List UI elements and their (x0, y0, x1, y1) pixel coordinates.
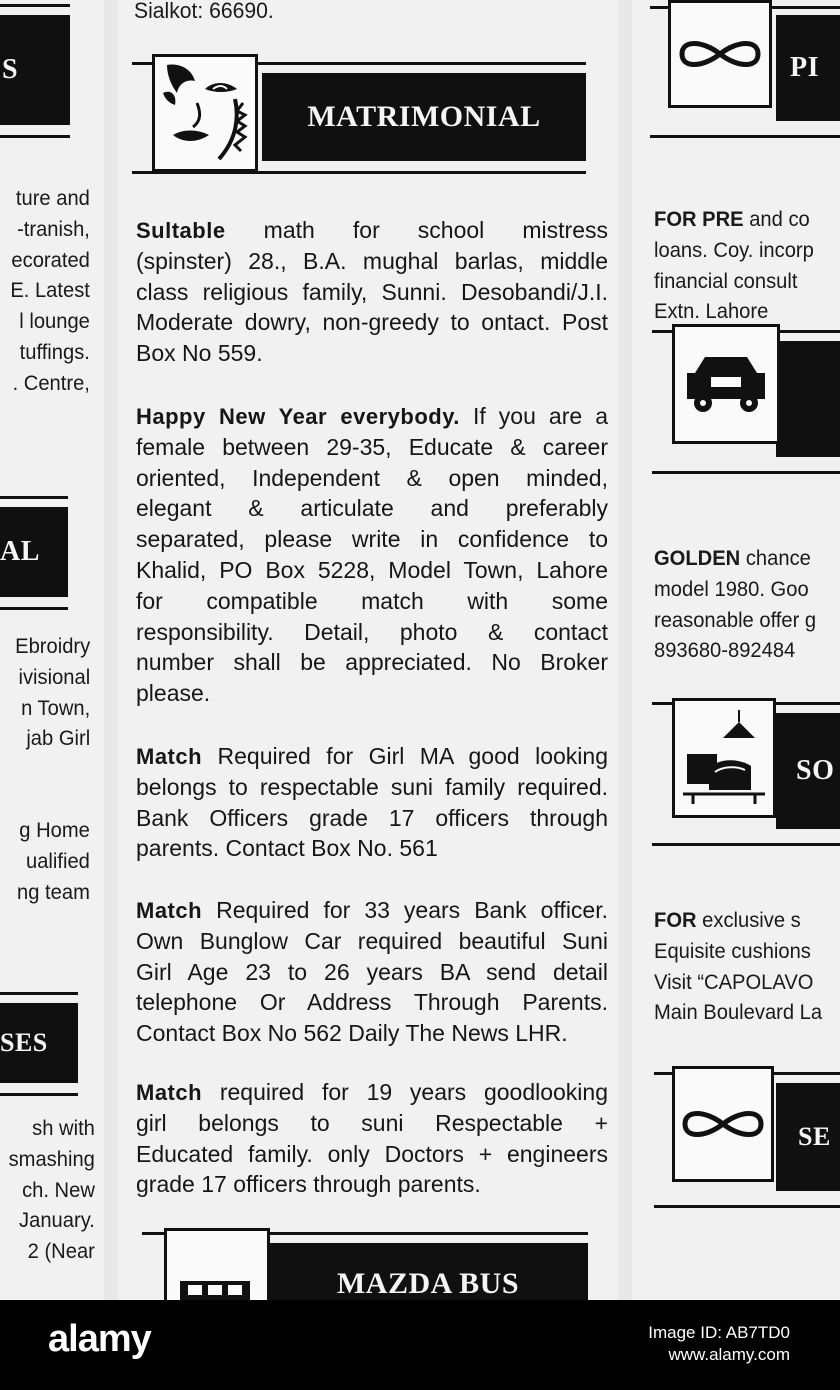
infinity-icon (668, 0, 772, 108)
image-id: Image ID: AB7TD0 (648, 1323, 790, 1342)
right-header-1-label: PI (776, 15, 840, 121)
text-line: ture and (16, 187, 90, 210)
text-line: . Centre, (12, 371, 90, 395)
text-line: ualified (26, 849, 90, 873)
ad-text: Required for Girl MA good looking (202, 743, 608, 769)
ad-text: for compatible match with some (136, 587, 608, 614)
text-line: ch. New (22, 1178, 95, 1202)
left-header-1 (0, 4, 70, 138)
section-title: MATRIMONIAL (262, 73, 586, 161)
car-icon (672, 324, 780, 444)
text-line: sh with (32, 1117, 95, 1140)
ad-text: Contact Box No 562 Daily The News LHR. (136, 1020, 568, 1047)
text-line: -tranish, (17, 217, 90, 241)
ad-text: Required for 33 years Bank officer. (202, 897, 608, 923)
ad-text: belongs to respectable suni family required. (136, 773, 608, 800)
text-line: l lounge (19, 310, 90, 334)
ad-4 (136, 895, 608, 1049)
text-line: ivisional (18, 665, 90, 689)
right-header-2-label: SO (776, 713, 840, 829)
text-line: 2 (Near (27, 1240, 95, 1264)
ad-lead: Happy New Year everybody. (136, 404, 460, 429)
ad-text: girl belongs to suni Respectable + (136, 1109, 608, 1136)
ad-text: chance (740, 547, 811, 570)
ad-2 (136, 401, 608, 709)
brand-logo: alamy (48, 1318, 151, 1360)
left-snippet-2 (15, 632, 90, 755)
ad-lead: FOR (654, 909, 697, 932)
ad-1 (136, 215, 608, 369)
left-header-3 (0, 992, 78, 1096)
ad-text: financial consult (654, 269, 798, 293)
left-header-1-label: S (0, 15, 70, 125)
ad-text: Educated family. only Doctors + engineers (136, 1140, 608, 1167)
column-gutter (104, 0, 118, 1300)
ad-text: loans. Coy. incorp (654, 238, 814, 262)
bus-icon (164, 1228, 270, 1300)
text-line: Ebroidry (14, 635, 90, 658)
text-line: smashing (8, 1147, 95, 1171)
text-line: ecorated (11, 248, 90, 272)
ad-text: math for school mistress (225, 217, 608, 243)
ad-lead: Match (136, 744, 203, 769)
text-line: January. (19, 1209, 95, 1233)
ad-text: If you are a (459, 403, 608, 429)
ad-text: please. (136, 680, 211, 707)
ad-lead: Sultable (136, 218, 226, 243)
face-illustration-icon (152, 54, 258, 172)
right-ad-2 (654, 544, 816, 667)
ad-text: oriented, Independent & open minded, (136, 464, 608, 491)
ad-text: Girl Age 23 to 26 years BA send detail (136, 958, 608, 985)
site-url: www.alamy.com (668, 1345, 790, 1364)
right-ad-1 (654, 205, 814, 328)
text-line: E. Latest (10, 279, 90, 303)
ad-text: reasonable offer g (654, 608, 817, 632)
column-gutter (618, 0, 632, 1300)
ad-text: class religious family, Sunni. Desobandi/J.I. (136, 278, 608, 305)
ad-lead: FOR PRE (654, 208, 744, 231)
image-credit (648, 1322, 790, 1366)
ad-text: Khalid, PO Box 5228, Model Town, Lahore (136, 556, 608, 583)
ad-5 (136, 1077, 608, 1200)
ad-text: responsibility. Detail, photo & contact (136, 618, 608, 645)
text-line: jab Girl (26, 727, 90, 751)
ad-text: 893680-892484 (654, 639, 796, 663)
top-line: Sialkot: 66690. (134, 0, 274, 23)
ad-text: Extn. Lahore (654, 300, 769, 324)
left-header-2-label: AL (0, 507, 68, 597)
ad-lead: GOLDEN (654, 547, 741, 570)
left-snippet-4 (9, 1114, 95, 1268)
ad-text: telephone Or Address Through Parents. (136, 989, 608, 1016)
ad-text: required for 19 years goodlooking (202, 1079, 608, 1105)
ad-text: model 1980. Goo (654, 577, 809, 601)
infinity-icon (672, 1066, 774, 1182)
text-line: ng team (17, 880, 90, 904)
ad-lead: Match (136, 898, 203, 923)
ad-text: Main Boulevard La (654, 1001, 823, 1025)
left-header-3-label: SES (0, 1003, 78, 1083)
right-ad-3 (654, 906, 822, 1029)
ad-text: parents. Contact Box No. 561 (136, 835, 438, 862)
ad-text: grade 17 officers through parents. (136, 1171, 481, 1198)
ad-text: Visit “CAPOLAVO (654, 970, 814, 994)
right-header-3-label: SE (776, 1083, 840, 1191)
ad-text: separated, please write in confidence to (136, 526, 608, 553)
ad-text: (spinster) 28., B.A. mughal barlas, middle (136, 247, 608, 274)
furniture-lamp-icon (672, 698, 776, 818)
text-line: n Town, (20, 696, 90, 720)
ad-3 (136, 741, 608, 864)
header-fill (776, 341, 840, 457)
ad-text: and co (743, 208, 810, 231)
ad-text: female between 29-35, Educate & career (136, 433, 608, 460)
ad-text: Equisite cushions (654, 939, 811, 963)
section-title: MAZDA BUS (268, 1243, 588, 1300)
ad-text: Own Bunglow Car required beautiful Suni (136, 927, 608, 954)
ad-text: Box No 559. (136, 340, 263, 367)
ad-text: number shall be appreciated. No Broker (136, 649, 608, 676)
ad-text: elegant & articulate and preferably (136, 495, 608, 522)
ad-text: exclusive s (696, 909, 801, 932)
text-line: tuffings. (19, 340, 90, 364)
left-snippet-3 (17, 816, 90, 908)
left-header-2 (0, 496, 68, 610)
text-line: g Home (19, 819, 90, 842)
ad-text: Moderate dowry, non-greedy to ontact. Post (136, 309, 608, 336)
ad-text: Bank Officers grade 17 officers through (136, 804, 608, 831)
left-snippet-1 (10, 184, 90, 400)
ad-lead: Match (136, 1080, 203, 1105)
